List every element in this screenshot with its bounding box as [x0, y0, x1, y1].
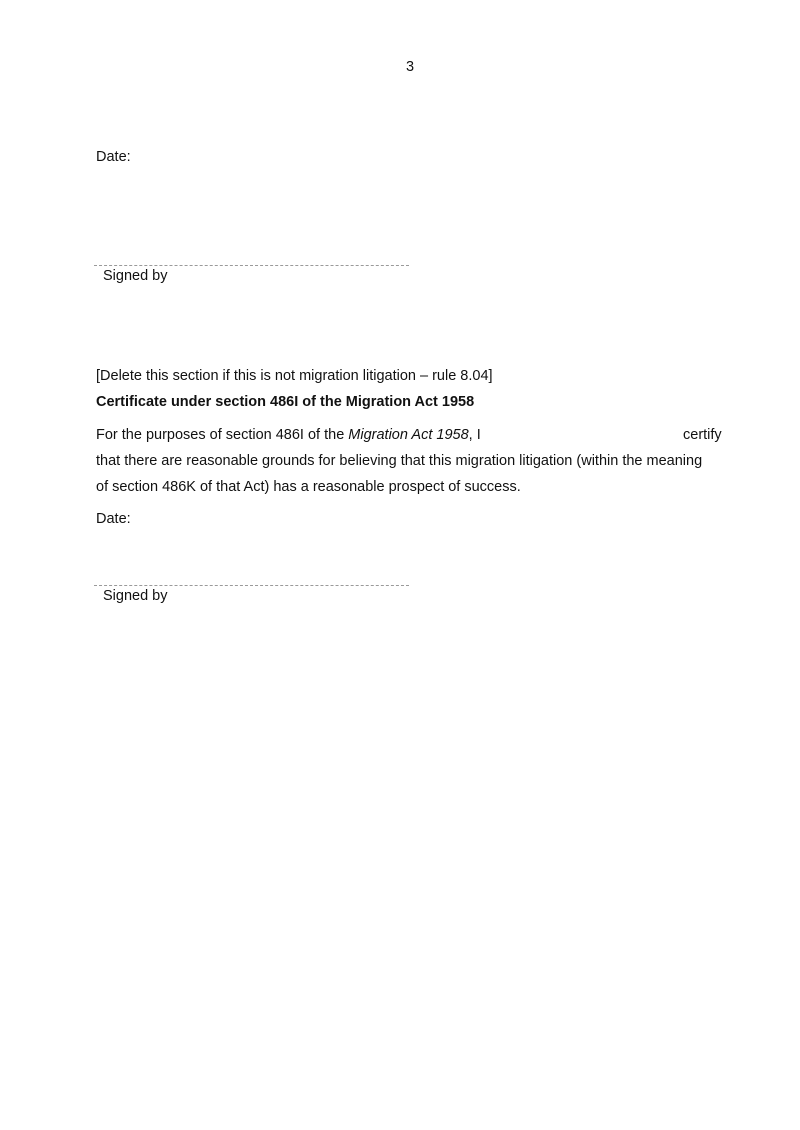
date-label: Date: — [96, 149, 131, 165]
para-suffix: , I — [468, 427, 481, 443]
certificate-date-label: Date: — [96, 511, 131, 527]
certificate-paragraph-line-2: that there are reasonable grounds for believing that this migration litigation (within the meaning — [96, 453, 703, 469]
certificate-paragraph-line-3: of section 486K of that Act) has a reasonable prospect of success. — [96, 479, 521, 495]
certificate-paragraph-line-1 — [96, 427, 481, 443]
para-prefix: For the purposes of section 486I of the — [96, 427, 349, 443]
certificate-signed-by-label: Signed by — [103, 588, 168, 604]
certify-word: certify — [683, 427, 722, 443]
delete-section-note: [Delete this section if this is not migration litigation – rule 8.04] — [96, 368, 493, 384]
page-number: 3 — [405, 59, 415, 75]
certificate-signature-line — [94, 585, 409, 586]
act-name: Migration Act 1958 — [348, 427, 469, 443]
certificate-heading: Certificate under section 486I of the Migration Act 1958 — [96, 394, 475, 410]
signature-line — [94, 265, 409, 266]
signed-by-label: Signed by — [103, 268, 168, 284]
